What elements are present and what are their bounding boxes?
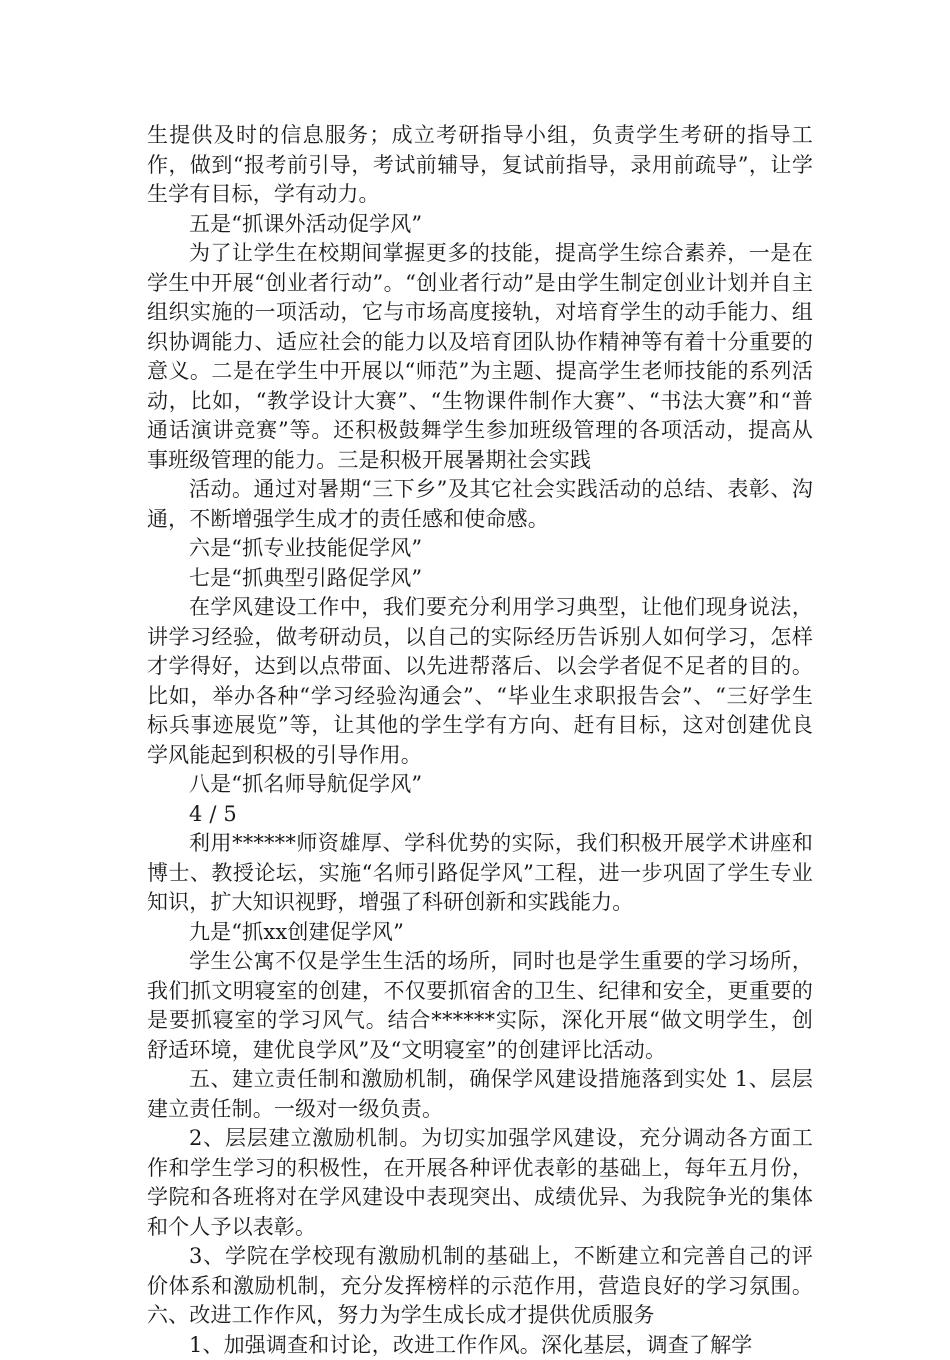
paragraph-16: 1、加强调查和讨论，改进工作作风。深化基层，调查了解学: [147, 1331, 813, 1360]
paragraph-4: 活动。通过对暑期“三下乡”及其它社会实践活动的总结、表彰、沟通，不断增强学生成才的责任感和使命感。: [147, 475, 813, 534]
document-body: [147, 121, 813, 1360]
heading-item-9: 九是“抓xx创建促学风”: [147, 918, 813, 948]
paragraph-15: 3、学院在学校现有激励机制的基础上，不断建立和完善自己的评价体系和激励机制，充分发挥榜样的示范作用，营造良好的学习氛围。六、改进工作作风，努力为学生成长成才提供优质服务: [147, 1242, 813, 1331]
paragraph-14: 2、层层建立激励机制。为切实加强学风建设，充分调动各方面工作和学生学习的积极性，在开展各种评优表彰的基础上，每年五月份，学院和各班将对在学风建设中表现突出、成绩优异、为我院争光的集体和个人予以表彰。: [147, 1124, 813, 1242]
paragraph-3: 为了让学生在校期间掌握更多的技能，提高学生综合素养，一是在学生中开展“创业者行动”。“创业者行动”是由学生制定创业计划并自主组织实施的一项活动，它与市场高度接轨，对培育学生的动手能力、组织协调能力、适应社会的能力以及培育团队协作精神等有着十分重要的意义。二是在学生中开展以“师范”为主题、提高学生老师技能的系列活动，比如，“教学设计大赛”、“生物课件制作大赛”、“书法大赛”和“普通话演讲竞赛”等。还积极鼓舞学生参加班级管理的各项活动，提高从事班级管理的能力。三是积极开展暑期社会实践: [147, 239, 813, 475]
heading-item-7: 七是“抓典型引路促学风”: [147, 564, 813, 594]
page-number: 4 / 5: [147, 800, 813, 830]
heading-item-5: 五是“抓课外活动促学风”: [147, 210, 813, 240]
section-5-heading: 五、建立责任制和激励机制，确保学风建设措施落到实处 1、层层建立责任制。一级对一级负责。: [147, 1065, 813, 1124]
heading-item-6: 六是“抓专业技能促学风”: [147, 534, 813, 564]
paragraph-10: 利用******师资雄厚、学科优势的实际，我们积极开展学术讲座和博士、教授论坛，实施“名师引路促学风”工程，进一步巩固了学生专业知识，扩大知识视野，增强了科研创新和实践能力。: [147, 829, 813, 918]
heading-item-8: 八是“抓名师导航促学风”: [147, 770, 813, 800]
paragraph-1: 生提供及时的信息服务；成立考研指导小组，负责学生考研的指导工作，做到“报考前引导，考试前辅导，复试前指导，录用前疏导”，让学生学有目标，学有动力。: [147, 121, 813, 210]
paragraph-12: 学生公寓不仅是学生生活的场所，同时也是学生重要的学习场所，我们抓文明寝室的创建，不仅要抓宿舍的卫生、纪律和安全，更重要的是要抓寝室的学习风气。结合******实际，深化开展“做文明学生，创舒适环境，建优良学风”及“文明寝室”的创建评比活动。: [147, 947, 813, 1065]
paragraph-7: 在学风建设工作中，我们要充分利用学习典型，让他们现身说法，讲学习经验，做考研动员，以自己的实际经历告诉别人如何学习，怎样才学得好，达到以点带面、以先进帮落后、以会学者促不足者的目的。比如，举办各种“学习经验沟通会”、“毕业生求职报告会”、“三好学生标兵事迹展览”等，让其他的学生学有方向、赶有目标，这对创建优良学风能起到积极的引导作用。: [147, 593, 813, 770]
